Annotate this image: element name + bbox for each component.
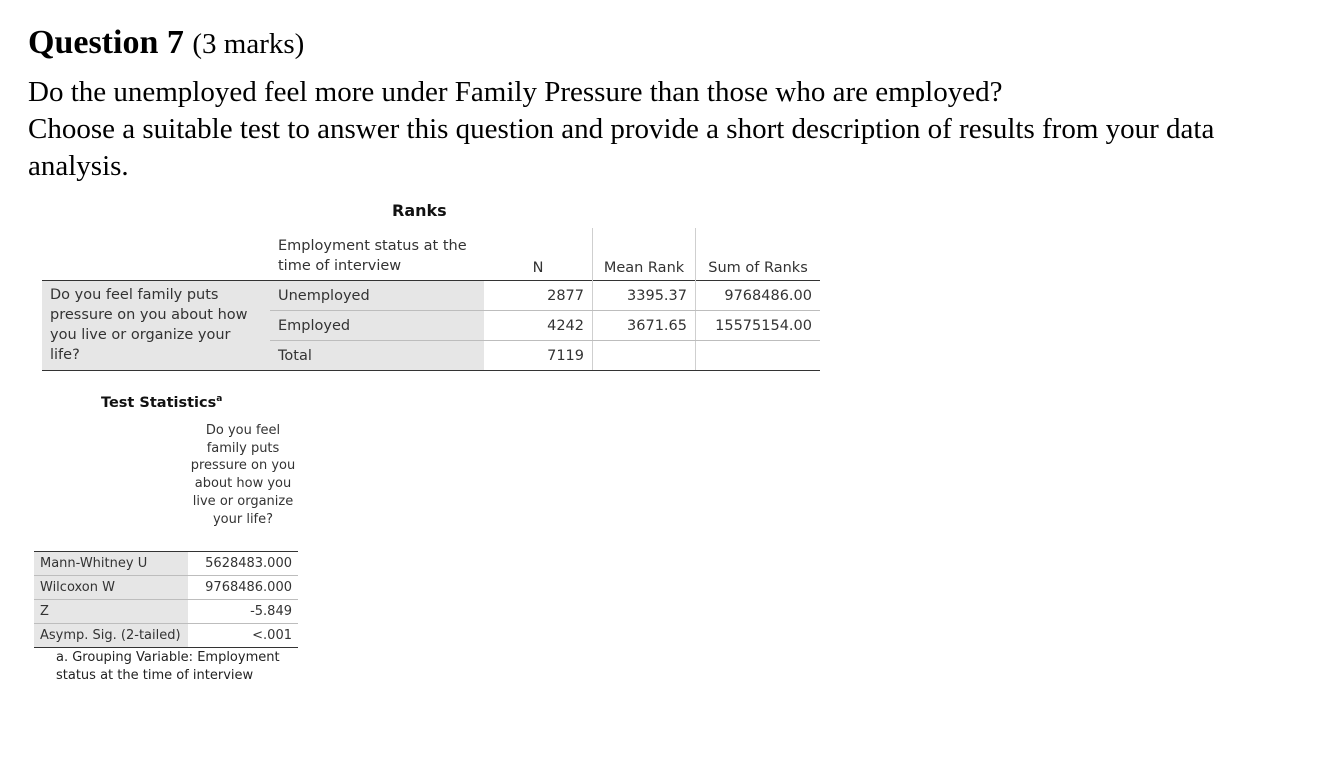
test-statistics-footnote-marker: a — [216, 394, 223, 404]
ts-label-mann-whitney: Mann-Whitney U — [34, 552, 188, 576]
ranks-mean-unemployed: 3395.37 — [593, 281, 696, 311]
ts-label-asymp-sig: Asymp. Sig. (2-tailed) — [34, 624, 188, 648]
ts-row-wilcoxon — [34, 576, 298, 600]
question-title: Question 7 — [28, 24, 184, 61]
question-heading — [28, 24, 304, 62]
ranks-n-unemployed: 2877 — [484, 281, 593, 311]
ranks-sum-employed: 15575154.00 — [696, 311, 821, 341]
ranks-mean-total — [593, 341, 696, 371]
test-statistics-table — [34, 551, 298, 648]
ranks-header-mean-rank: Mean Rank — [593, 228, 696, 281]
ts-value-mann-whitney: 5628483.000 — [188, 552, 298, 576]
ranks-mean-employed: 3671.65 — [593, 311, 696, 341]
ranks-header-n: N — [532, 260, 544, 276]
question-line-1: Do the unemployed feel more under Family Pressure than those who are employed? — [28, 76, 1003, 108]
ranks-group-employed: Employed — [270, 311, 484, 341]
ranks-header-sum-of-ranks: Sum of Ranks — [696, 228, 821, 281]
ts-row-asymp-sig — [34, 624, 298, 648]
ranks-n-total: 7119 — [484, 341, 593, 371]
test-statistics-title-text: Test Statistics — [101, 394, 217, 411]
ranks-group-unemployed: Unemployed — [270, 281, 484, 311]
ranks-row-unemployed — [42, 281, 820, 311]
ranks-table — [42, 228, 820, 371]
ranks-table-title: Ranks — [392, 201, 447, 220]
ts-value-asymp-sig: <.001 — [188, 624, 298, 648]
ranks-group-total: Total — [270, 341, 484, 371]
ts-value-wilcoxon: 9768486.000 — [188, 576, 298, 600]
ranks-header-blank — [42, 228, 270, 281]
ranks-header-row — [42, 228, 820, 281]
ts-row-z — [34, 600, 298, 624]
ranks-sum-unemployed: 9768486.00 — [696, 281, 821, 311]
question-marks: (3 marks) — [192, 28, 305, 60]
ranks-sum-total — [696, 341, 821, 371]
question-text — [28, 74, 1288, 185]
ts-label-z: Z — [34, 600, 188, 624]
ranks-header-group: Employment status at the time of interview — [278, 238, 467, 274]
question-line-2: Choose a suitable test to answer this question and provide a short description of results from your data analysis. — [28, 113, 1215, 182]
ts-label-wilcoxon: Wilcoxon W — [34, 576, 188, 600]
test-statistics-column-header: Do you feel family puts pressure on you about how you live or organize your life? — [190, 423, 296, 527]
test-statistics-footnote: a. Grouping Variable: Employment status at the time of interview — [56, 650, 280, 683]
ranks-n-employed: 4242 — [484, 311, 593, 341]
test-statistics-title — [101, 394, 222, 411]
ranks-variable-label: Do you feel family puts pressure on you about how you live or organize your life? — [42, 281, 270, 371]
ts-row-mann-whitney — [34, 552, 298, 576]
ts-value-z: -5.849 — [188, 600, 298, 624]
